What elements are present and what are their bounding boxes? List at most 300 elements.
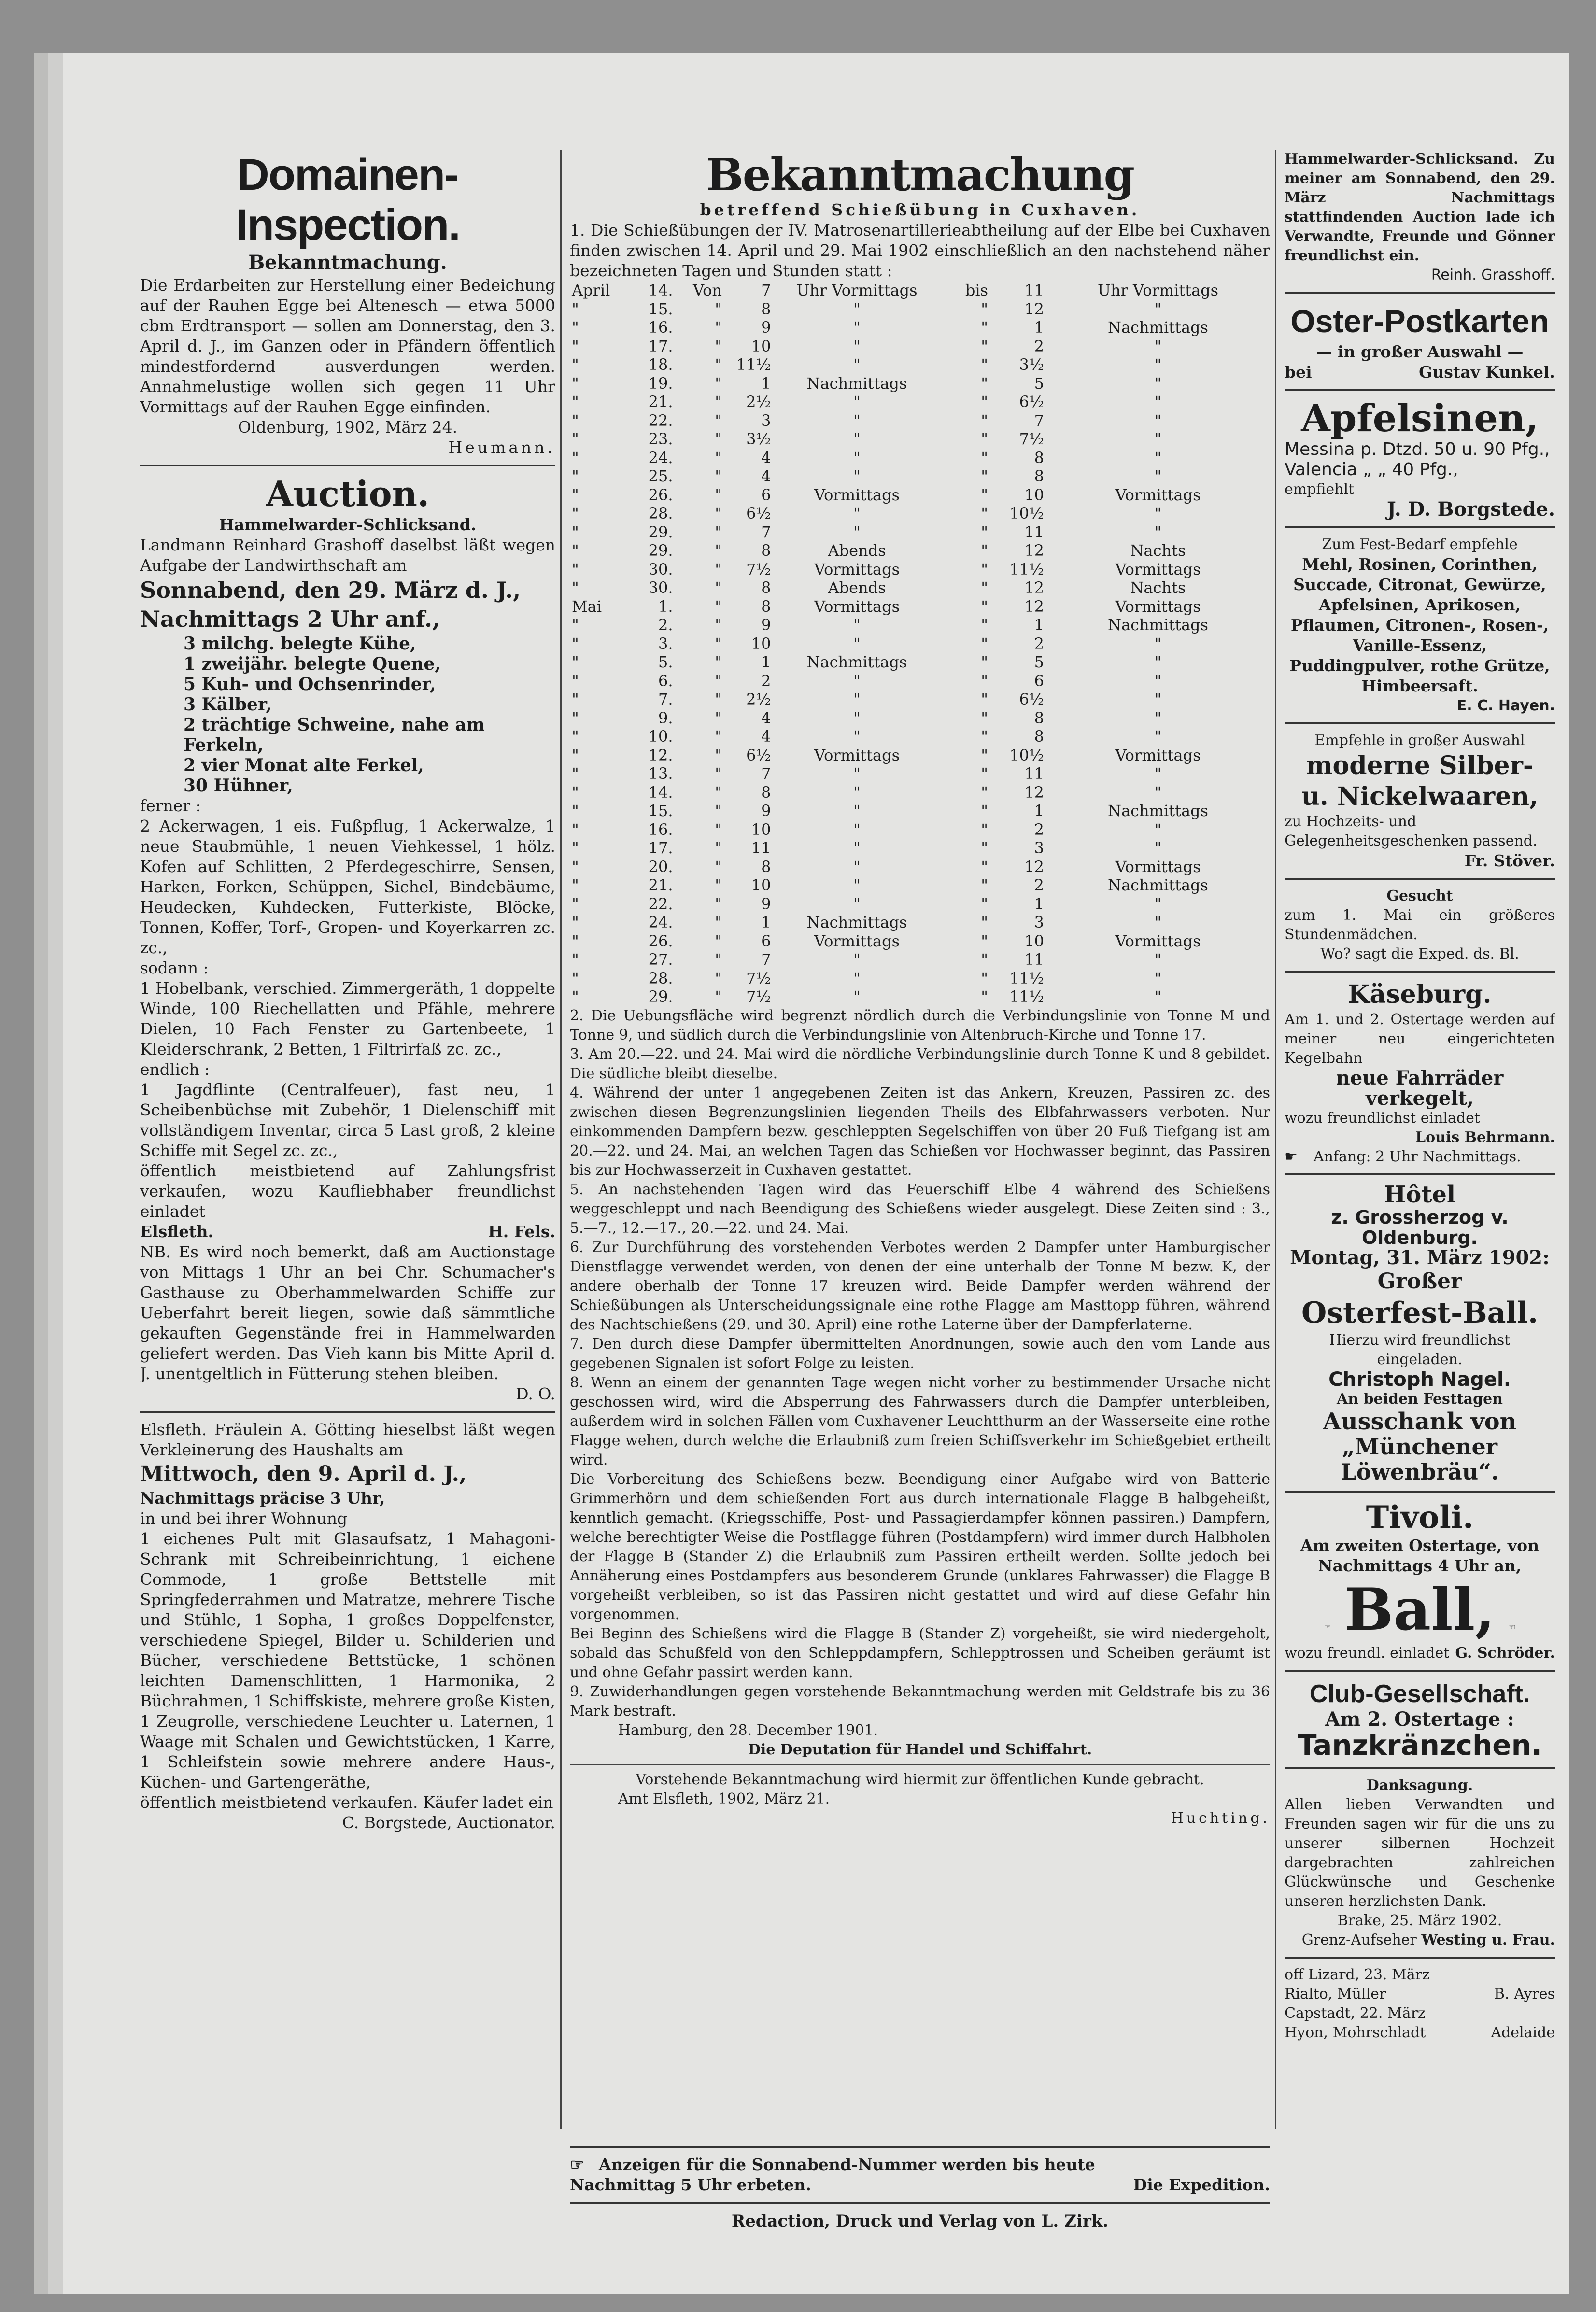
right-column bbox=[1285, 150, 1555, 2043]
schedule-cell: " bbox=[981, 690, 988, 708]
schedule-row bbox=[570, 486, 1270, 505]
footer-line-2 bbox=[570, 2175, 1270, 2195]
schedule-cell: " bbox=[715, 857, 722, 876]
schedule-cell: " bbox=[981, 355, 988, 374]
schedule-cell: " bbox=[572, 337, 579, 355]
auction-nb: NB. Es wird noch bemerkt, daß am Auctionstage von Mittags 1 Uhr an bei Chr. Schumacher's Gasthause zu Oberhammelwarden Schiffe zur Ueberfahrt bereit liegen, sowie daß sämmtliche gekauften Gegenstände frei in Hammelwarden geliefert werden. Das Vieh kann bis Mitte April d. J. unentgeltlich in Fütterung stehen bleiben. bbox=[140, 1242, 555, 1383]
column-rule bbox=[1275, 150, 1276, 2129]
schedule-cell: " bbox=[572, 653, 579, 671]
schedule-cell: " bbox=[981, 578, 988, 597]
domain-signature: Heumann. bbox=[448, 438, 555, 457]
schedule-cell: " bbox=[981, 802, 988, 820]
schedule-cell: " bbox=[715, 430, 722, 448]
schedule-cell: " bbox=[715, 634, 722, 653]
schedule-cell: " bbox=[1154, 894, 1162, 913]
hotel-date: Montag, 31. März 1902: bbox=[1290, 1246, 1550, 1269]
oster-title: Oster-Postkarten bbox=[1290, 303, 1549, 339]
silber-title-2: u. Nickelwaaren, bbox=[1301, 782, 1539, 811]
oster-bei: bei bbox=[1285, 363, 1312, 381]
schedule-cell: " bbox=[572, 504, 579, 522]
schedule-cell: 21. bbox=[648, 876, 673, 894]
schedule-cell: " bbox=[981, 393, 988, 411]
schedule-cell: " bbox=[1154, 504, 1162, 522]
auction-item: 2 trächtige Schweine, nahe am Ferkeln, bbox=[184, 715, 485, 755]
schedule-cell: 10 bbox=[751, 820, 771, 839]
notice-date: Hamburg, den 28. December 1901. bbox=[618, 1721, 878, 1739]
schedule-cell: 16. bbox=[648, 820, 673, 839]
schedule-cell: " bbox=[981, 299, 988, 318]
schedule-cell: " bbox=[1154, 913, 1162, 931]
schedule-cell: 10 bbox=[1024, 931, 1044, 950]
schedule-cell: " bbox=[1154, 374, 1162, 393]
schedule-row bbox=[570, 281, 1270, 300]
footer-line-1 bbox=[570, 2155, 1270, 2175]
schedule-cell: " bbox=[1154, 820, 1162, 839]
schedule-cell: " bbox=[853, 355, 861, 374]
silber-signature: Fr. Stöver. bbox=[1464, 851, 1555, 870]
schedule-cell: Vormittags bbox=[814, 560, 900, 578]
schedule-cell: 6½ bbox=[1019, 393, 1044, 411]
schedule-cell: 21. bbox=[648, 393, 673, 411]
schedule-cell: " bbox=[572, 876, 579, 894]
schedule-cell: " bbox=[1154, 764, 1162, 783]
schedule-row bbox=[570, 895, 1270, 914]
auction-time: Nachmittags 2 Uhr anf., bbox=[140, 606, 440, 632]
schedule-cell: " bbox=[715, 802, 722, 820]
notice-p8c: Bei Beginn des Schießens wird die Flagge B (Stander Z) vorgeheißt, sie wird niedergeholt, sobald das Schußfeld von den Schleppdampfern, Schlepptrossen und Scheiben geräumt ist und ohne Gefahr passirt werden kann. bbox=[570, 1625, 1270, 1681]
footer-line-1-text: Anzeigen für die Sonnabend-Nummer werden bis heute bbox=[599, 2155, 1095, 2174]
notice-amt-signature: Huchting. bbox=[1171, 1809, 1270, 1827]
auction-item-list bbox=[140, 634, 555, 796]
apfelsinen-line-2: Valencia „ „ 40 Pfg., bbox=[1285, 460, 1458, 479]
schedule-cell: " bbox=[1154, 727, 1162, 746]
schedule-cell: 3½ bbox=[746, 430, 771, 448]
schedule-cell: " bbox=[981, 708, 988, 727]
schedule-cell: 8 bbox=[761, 783, 771, 802]
schedule-cell: " bbox=[715, 820, 722, 839]
schedule-cell: 28. bbox=[648, 504, 673, 522]
schedule-cell: Nachmittags bbox=[1108, 876, 1208, 894]
schedule-cell: Nachmittags bbox=[806, 374, 907, 393]
schedule-cell: 10 bbox=[751, 337, 771, 355]
schedule-cell: " bbox=[572, 448, 579, 467]
schedule-cell: 11½ bbox=[1009, 560, 1044, 578]
schedule-cell: 8 bbox=[761, 299, 771, 318]
gesucht-text: zum 1. Mai ein größeres Stundenmädchen. bbox=[1285, 907, 1555, 943]
schedule-row bbox=[570, 634, 1270, 653]
schedule-cell: " bbox=[715, 393, 722, 411]
hotel-title: Hôtel bbox=[1384, 1181, 1456, 1208]
schedule-cell: " bbox=[572, 931, 579, 950]
schedule-row bbox=[570, 337, 1270, 356]
schedule-cell: " bbox=[853, 802, 861, 820]
notice-p8b: Die Vorbereitung des Schießens bezw. Beendigung einer Aufgabe wird von Batterie Grimmerhörn und dem schießenden Fort aus durch internationale Flagge B halbgeheißt, kenntlich gemacht. (Kriegsschiffe, Post- und Passagierdampfer können passiren.) Dampfern, welche berechtigter Weise die Postflagge führen (Postdampfern) wird immer durch Halbholen der Flagge B (Stander Z) die Erlaubniß zum Passiren ertheilt werden. Sollte jedoch bei Annäherung eines Postdampfers aus besonderem Grunde (unklares Fahrwasser) die Flagge B vorgeheißt verbleiben, so ist das Passiren nicht gestattet und wird auf diese Gefahr hin vorgenommen. bbox=[570, 1470, 1270, 1623]
schedule-cell: Vormittags bbox=[1115, 746, 1201, 764]
schedule-cell: 11 bbox=[1024, 522, 1044, 541]
schedule-cell: " bbox=[853, 671, 861, 690]
schedule-cell: " bbox=[715, 727, 722, 746]
schedule-cell: " bbox=[853, 969, 861, 987]
ship-cell: Capstadt, 22. März bbox=[1285, 2005, 1426, 2022]
schedule-cell: 10 bbox=[751, 876, 771, 894]
hotel-ausschank: Ausschank von bbox=[1323, 1408, 1517, 1435]
schedule-cell: " bbox=[1154, 430, 1162, 448]
schedule-cell: " bbox=[853, 393, 861, 411]
schedule-cell: " bbox=[981, 764, 988, 783]
schedule-cell: Mai bbox=[572, 597, 602, 616]
schedule-cell: " bbox=[715, 504, 722, 522]
schedule-cell: " bbox=[715, 969, 722, 987]
fest-intro: Zum Fest-Bedarf empfehle bbox=[1322, 536, 1518, 553]
schedule-cell: " bbox=[715, 653, 722, 671]
schedule-cell: 30. bbox=[648, 560, 673, 578]
auction-date: Sonnabend, den 29. März d. J., bbox=[140, 577, 521, 603]
elsfleth-time: Nachmittags präcise 3 Uhr, bbox=[140, 1489, 385, 1508]
auction-sodann-label: sodann : bbox=[140, 959, 209, 977]
club-big: Tanzkränzchen. bbox=[1298, 1729, 1542, 1762]
schedule-cell: 1 bbox=[761, 374, 771, 393]
schedule-cell: 17. bbox=[648, 337, 673, 355]
schedule-cell: " bbox=[981, 430, 988, 448]
schedule-cell: " bbox=[981, 839, 988, 857]
schedule-cell: " bbox=[715, 560, 722, 578]
divider bbox=[570, 1764, 1270, 1765]
schedule-cell: " bbox=[853, 504, 861, 522]
dank-signature-role: Grenz-Aufseher bbox=[1301, 1931, 1417, 1948]
schedule-cell: 2 bbox=[1034, 820, 1044, 839]
schedule-cell: " bbox=[715, 746, 722, 764]
schedule-cell: " bbox=[572, 913, 579, 931]
schedule-cell: 10. bbox=[648, 727, 673, 746]
ship-cell: Adelaide bbox=[1491, 2024, 1555, 2041]
schedule-cell: " bbox=[1154, 522, 1162, 541]
schedule-cell: " bbox=[981, 318, 988, 337]
schedule-cell: Abends bbox=[828, 578, 886, 597]
schedule-cell: " bbox=[1154, 653, 1162, 671]
schedule-cell: " bbox=[1154, 393, 1162, 411]
schedule-row bbox=[570, 504, 1270, 523]
schedule-row bbox=[570, 709, 1270, 728]
schedule-cell: 20. bbox=[648, 857, 673, 876]
divider bbox=[1285, 1957, 1555, 1959]
hotel-signature: Christoph Nagel. bbox=[1328, 1368, 1511, 1391]
dank-signature: Westing u. Frau. bbox=[1421, 1931, 1555, 1948]
schedule-cell: " bbox=[981, 541, 988, 560]
schedule-cell: " bbox=[981, 969, 988, 987]
schedule-cell: 29. bbox=[648, 522, 673, 541]
schedule-cell: 1 bbox=[1034, 802, 1044, 820]
schedule-cell: 19. bbox=[648, 374, 673, 393]
schedule-row bbox=[570, 839, 1270, 858]
schedule-cell: " bbox=[1154, 987, 1162, 1006]
schedule-cell: " bbox=[981, 931, 988, 950]
schedule-cell: " bbox=[572, 839, 579, 857]
club-line: Am 2. Ostertage : bbox=[1325, 1708, 1514, 1731]
schedule-cell: 29. bbox=[648, 541, 673, 560]
divider bbox=[1285, 1173, 1555, 1175]
schedule-row bbox=[570, 597, 1270, 616]
schedule-cell: " bbox=[572, 820, 579, 839]
schedule-cell: 5. bbox=[658, 653, 673, 671]
pointing-hand-icon: ☜ bbox=[1508, 1622, 1516, 1632]
auction-intro: Landmann Reinhard Grashoff daselbst läßt wegen Aufgabe der Landwirthschaft am bbox=[140, 536, 555, 575]
schedule-cell: 6½ bbox=[746, 746, 771, 764]
schedule-cell: " bbox=[981, 616, 988, 634]
divider bbox=[1285, 1491, 1555, 1493]
schedule-row bbox=[570, 764, 1270, 783]
divider bbox=[140, 465, 555, 466]
schedule-cell: " bbox=[1154, 969, 1162, 987]
auction-place: Hammelwarder-Schlicksand. bbox=[219, 515, 477, 534]
schedule-cell: 2 bbox=[1034, 337, 1044, 355]
notice-p6: 6. Zur Durchführung des vorstehenden Verbotes werden 2 Dampfer unter Hamburgischer Dienstflagge verwendet werden, von denen der eine unterhalb der Tonne M bezw. K, der andere oberhalb der Tonne 17 kreuzen wird. Beide Dampfer werden während der Schießübungen als Unterscheidungssignale eine rothe Flagge am Masttopp führen, während des Nachtschießens (29. und 30. April) eine rothe Laterne über der Dampferlaterne. bbox=[570, 1239, 1270, 1333]
schedule-cell: " bbox=[572, 430, 579, 448]
divider bbox=[140, 1411, 555, 1413]
schedule-cell: " bbox=[981, 746, 988, 764]
apfelsinen-empfiehlt: empfiehlt bbox=[1285, 481, 1355, 498]
dank-title: Danksagung. bbox=[1366, 1777, 1473, 1794]
schedule-cell: " bbox=[572, 578, 579, 597]
schedule-cell: " bbox=[572, 764, 579, 783]
schedule-cell: 9. bbox=[658, 708, 673, 727]
schedule-cell: " bbox=[1154, 411, 1162, 430]
schedule-cell: " bbox=[1154, 708, 1162, 727]
schedule-cell: 12 bbox=[1024, 578, 1044, 597]
schedule-cell: " bbox=[715, 876, 722, 894]
auction-signature-line bbox=[140, 1222, 555, 1242]
ship-row bbox=[1285, 2004, 1555, 2023]
ship-cell: B. Ayres bbox=[1494, 1986, 1555, 2002]
schedule-cell: 10 bbox=[1024, 485, 1044, 504]
schedule-cell: April bbox=[572, 281, 610, 299]
schedule-cell: 6½ bbox=[746, 504, 771, 522]
auction-title: Auction. bbox=[266, 473, 430, 514]
schedule-row bbox=[570, 858, 1270, 876]
schedule-cell: " bbox=[1154, 299, 1162, 318]
schedule-cell: 1. bbox=[658, 597, 673, 616]
schedule-row bbox=[570, 355, 1270, 374]
schedule-cell: " bbox=[572, 393, 579, 411]
schedule-cell: " bbox=[572, 560, 579, 578]
schedule-cell: 7 bbox=[761, 764, 771, 783]
divider bbox=[1285, 971, 1555, 973]
auction-item: 5 Kuh- und Ochsenrinder, bbox=[184, 674, 436, 694]
hotel-feiertage: An beiden Festtagen bbox=[1337, 1391, 1503, 1408]
schedule-cell: 2½ bbox=[746, 690, 771, 708]
schedule-row bbox=[570, 727, 1270, 746]
schedule-cell: " bbox=[715, 987, 722, 1006]
schedule-cell: 25. bbox=[648, 467, 673, 485]
schedule-cell: " bbox=[981, 857, 988, 876]
schedule-cell: 15. bbox=[648, 299, 673, 318]
schedule-cell: " bbox=[1154, 783, 1162, 802]
notice-subtitle: betreffend Schießübung in Cuxhaven. bbox=[700, 200, 1140, 219]
schedule-cell: " bbox=[572, 727, 579, 746]
schedule-row bbox=[570, 523, 1270, 542]
schedule-cell: " bbox=[981, 894, 988, 913]
schedule-cell: " bbox=[853, 411, 861, 430]
schedule-cell: 22. bbox=[648, 411, 673, 430]
schedule-cell: " bbox=[981, 337, 988, 355]
schedule-cell: " bbox=[981, 783, 988, 802]
schedule-row bbox=[570, 783, 1270, 802]
schedule-cell: " bbox=[572, 355, 579, 374]
schedule-cell: 1 bbox=[1034, 616, 1044, 634]
kaeseburg-big: neue Fahrräder verkegelt, bbox=[1336, 1067, 1504, 1110]
kaeseburg-text: Am 1. und 2. Ostertage werden auf meiner neu eingerichteten Kegelbahn bbox=[1285, 1011, 1555, 1067]
schedule-row bbox=[570, 820, 1270, 839]
schedule-cell: 18. bbox=[648, 355, 673, 374]
schedule-cell: 14. bbox=[648, 783, 673, 802]
schedule-cell: 2 bbox=[761, 671, 771, 690]
schedule-cell: " bbox=[572, 987, 579, 1006]
schedule-row bbox=[570, 950, 1270, 969]
schedule-cell: " bbox=[853, 337, 861, 355]
schedule-cell: Vormittags bbox=[1115, 485, 1201, 504]
schedule-cell: " bbox=[1154, 671, 1162, 690]
schedule-cell: " bbox=[853, 950, 861, 969]
schedule-cell: 1 bbox=[1034, 894, 1044, 913]
schedule-cell: Nachmittags bbox=[1108, 318, 1208, 337]
schedule-cell: 2 bbox=[1034, 876, 1044, 894]
schedule-cell: Nachmittags bbox=[1108, 616, 1208, 634]
schedule-row bbox=[570, 913, 1270, 932]
schedule-cell: Nachmittags bbox=[806, 913, 907, 931]
schedule-cell: " bbox=[715, 616, 722, 634]
schedule-cell: " bbox=[1154, 690, 1162, 708]
schedule-row bbox=[570, 374, 1270, 393]
schedule-cell: " bbox=[1154, 337, 1162, 355]
schedule-cell: 6½ bbox=[1019, 690, 1044, 708]
schedule-cell: 6 bbox=[761, 485, 771, 504]
schedule-cell: 13. bbox=[648, 764, 673, 783]
schedule-cell: " bbox=[981, 653, 988, 671]
schedule-row bbox=[570, 969, 1270, 988]
schedule-cell: " bbox=[715, 950, 722, 969]
notice-deputation: Die Deputation für Handel und Schiffahrt. bbox=[748, 1741, 1092, 1758]
schedule-row bbox=[570, 541, 1270, 560]
schedule-cell: Vormittags bbox=[1115, 597, 1201, 616]
schedule-cell: 7 bbox=[1034, 411, 1044, 430]
tivoli-invite: wozu freundl. einladet bbox=[1285, 1645, 1450, 1662]
tivoli-ball-line bbox=[1285, 1576, 1555, 1644]
schedule-cell: " bbox=[572, 894, 579, 913]
domain-date: Oldenburg, 1902, März 24. bbox=[238, 418, 458, 437]
dank-signature-line bbox=[1285, 1931, 1555, 1950]
schedule-cell: " bbox=[572, 411, 579, 430]
schedule-cell: 26. bbox=[648, 931, 673, 950]
schedule-cell: " bbox=[572, 708, 579, 727]
tivoli-line: Am zweiten Ostertage, von Nachmittags 4 Uhr an, bbox=[1300, 1536, 1540, 1575]
apfelsinen-title: Apfelsinen, bbox=[1301, 396, 1539, 440]
schedule-cell: " bbox=[572, 746, 579, 764]
schedule-cell: " bbox=[715, 541, 722, 560]
ship-row bbox=[1285, 1965, 1555, 1985]
auction-outro: öffentlich meistbietend auf Zahlungsfrist verkaufen, wozu Kaufliebhaber freundlichst einladet bbox=[140, 1161, 555, 1221]
schedule-row bbox=[570, 318, 1270, 337]
auction-signature-place: Elsfleth. bbox=[140, 1222, 213, 1241]
schedule-cell: " bbox=[572, 374, 579, 393]
newspaper-page bbox=[63, 53, 1569, 2294]
schedule-cell: 7 bbox=[761, 522, 771, 541]
schedule-cell: 12 bbox=[1024, 783, 1044, 802]
notice-p4: 4. Während der unter 1 angegebenen Zeiten ist das Ankern, Kreuzen, Passiren zc. des zwischen diesen Begrenzungslinien liegenden Theils des Elbfahrwassers verboten. Nur einkommenden Dampfern bezw. geschleppten Segelschiffen von über 20 Fuß Tiefgang ist am 20.—22. und 24. Mai, an welchen Tagen das Schießen vor Hochwasser beginnt, das Passiren bis zur Hochwasserzeit in Cuxhaven gestattet. bbox=[570, 1084, 1270, 1179]
notice-p2: 2. Die Uebungsfläche wird begrenzt nördlich durch die Verbindungslinie von Tonne M und Tonne 9, und südlich durch die Verbindungslinie von Altenbruch-Kirche und Tonne 17. bbox=[570, 1007, 1270, 1043]
schedule-cell: 2½ bbox=[746, 393, 771, 411]
schedule-cell: 24. bbox=[648, 913, 673, 931]
schedule-cell: " bbox=[981, 467, 988, 485]
kaeseburg-outro: wozu freundlichst einladet bbox=[1285, 1110, 1480, 1127]
schedule-cell: bis bbox=[965, 281, 988, 299]
auction-ferner: 2 Ackerwagen, 1 eis. Fußpflug, 1 Ackerwalze, 1 neue Staubmühle, 1 neuen Viehkessel, 1 hölz. Kofen auf Schlitten, 2 Pferdegeschirre, Sensen, Harken, Forken, Schüppen, Sichel, Bindebäume, Heudecken, Kuhdecken, Futterkiste, Blöcke, Tonnen, Koffer, Torf-, Gropen- und Koyerkarren zc. zc., bbox=[140, 817, 555, 957]
schedule-cell: " bbox=[715, 913, 722, 931]
schedule-cell: " bbox=[853, 430, 861, 448]
oster-signature: Gustav Kunkel. bbox=[1419, 363, 1555, 381]
schedule-cell: " bbox=[853, 839, 861, 857]
schedule-cell: " bbox=[715, 448, 722, 467]
schedule-cell: 14. bbox=[648, 281, 673, 299]
schedule-cell: " bbox=[853, 820, 861, 839]
schedule-cell: 17. bbox=[648, 839, 673, 857]
schedule-cell: " bbox=[853, 857, 861, 876]
schedule-cell: " bbox=[572, 299, 579, 318]
schedule-row bbox=[570, 987, 1270, 1006]
schedule-cell: " bbox=[981, 411, 988, 430]
schedule-cell: " bbox=[572, 318, 579, 337]
schedule-cell: Vormittags bbox=[814, 931, 900, 950]
hotel-ball: Osterfest-Ball. bbox=[1301, 1296, 1538, 1330]
schedule-cell: " bbox=[981, 950, 988, 969]
ship-cell: off Lizard, 23. März bbox=[1285, 1966, 1430, 1983]
schedule-row bbox=[570, 578, 1270, 597]
schedule-cell: " bbox=[981, 597, 988, 616]
schedule-cell: " bbox=[572, 671, 579, 690]
schedule-cell: Abends bbox=[828, 541, 886, 560]
schedule-row bbox=[570, 560, 1270, 579]
schedule-row bbox=[570, 876, 1270, 895]
apfelsinen-line-1: Messina p. Dtzd. 50 u. 90 Pfg., bbox=[1285, 439, 1550, 459]
notice-p5: 5. An nachstehenden Tagen wird das Feuerschiff Elbe 4 während des Schießens weggeschleppt und nach Beendigung des Schießens wieder ausgelegt. Diese Zeiten sind : 3., 5.—7., 12.—17., 20.—22. und 24. Mai. bbox=[570, 1181, 1270, 1237]
auction-sodann: 1 Hobelbank, verschied. Zimmergeräth, 1 doppelte Winde, 100 Riechellatten und Pfähle, mehrere Dielen, 10 Fach Fenster zu Gartenbeete, 1 Kleiderschrank, 2 Betten, 1 Filtrirfaß zc. zc., bbox=[140, 979, 555, 1058]
domain-body: Die Erdarbeiten zur Herstellung einer Bedeichung auf der Rauhen Egge bei Altenesch — etwa 5000 cbm Erdtransport — sollen am Donnerstag, den 3. April d. J., im Ganzen oder in Pfändern öffentlich mindestfordernd ausverdungen werden. Annahmelustige wollen sich gegen 11 Uhr Vormittags auf der Rauhen Egge einfinden. bbox=[140, 276, 555, 416]
gesucht-title: Gesucht bbox=[1386, 888, 1453, 904]
dank-text: Allen lieben Verwandten und Freunden sagen wir für die uns zu unserer silbernen Hochzeit dargebrachten zahlreichen Glückwünsche und Geschenke unseren herzlichsten Dank. bbox=[1285, 1796, 1555, 1910]
footer-bar bbox=[570, 2139, 1270, 2211]
schedule-cell: Vormittags bbox=[814, 746, 900, 764]
schedule-cell: " bbox=[853, 616, 861, 634]
schedule-cell: " bbox=[715, 522, 722, 541]
schedule-cell: 24. bbox=[648, 448, 673, 467]
schedule-cell: " bbox=[981, 671, 988, 690]
schedule-cell: " bbox=[715, 467, 722, 485]
ship-cell: Hyon, Mohrschladt bbox=[1285, 2024, 1426, 2041]
gesucht-where: Wo? sagt die Exped. ds. Bl. bbox=[1320, 945, 1519, 962]
auction-item: 30 Hühner, bbox=[184, 775, 293, 796]
schedule-cell: " bbox=[981, 987, 988, 1006]
tivoli-title: Tivoli. bbox=[1366, 1499, 1474, 1536]
schedule-row bbox=[570, 672, 1270, 691]
schedule-cell: " bbox=[981, 448, 988, 467]
schedule-cell: 11½ bbox=[1009, 987, 1044, 1006]
elsfleth-place: in und bei ihrer Wohnung bbox=[140, 1509, 348, 1528]
schedule-cell: " bbox=[715, 411, 722, 430]
schedule-cell: 12 bbox=[1024, 597, 1044, 616]
divider bbox=[1285, 292, 1555, 294]
auction-item: 1 zweijähr. belegte Quene, bbox=[184, 654, 441, 674]
schedule-cell: 8 bbox=[1034, 727, 1044, 746]
notice-note: Vorstehende Bekanntmachung wird hiermit zur öffentlichen Kunde gebracht. bbox=[636, 1771, 1204, 1788]
schedule-cell: 27. bbox=[648, 950, 673, 969]
